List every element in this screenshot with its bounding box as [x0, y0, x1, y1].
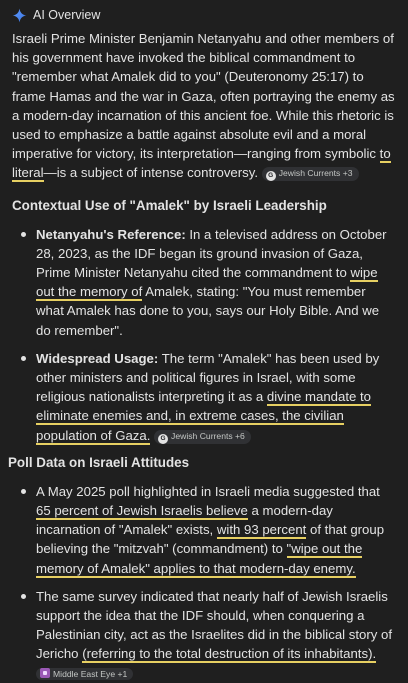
source-chip-middle-east-eye[interactable] [36, 668, 133, 680]
jewish-currents-logo-icon: G [158, 434, 168, 444]
highlighted-text[interactable]: 65 percent of Jewish Israelis believe [36, 503, 248, 519]
poll-data-list [12, 482, 396, 683]
list-item-text: A May 2025 poll highlighted in Israeli media suggested that [36, 483, 380, 499]
list-item-lead: Widespread Usage: [36, 350, 159, 366]
highlighted-text[interactable]: wipe out the memory of [36, 265, 378, 300]
section-heading-poll-data: Poll Data on Israeli Attitudes [8, 454, 190, 470]
sparkle-icon [12, 8, 27, 23]
list-item-text: The same survey indicated that nearly half of Jewish Israelis support the idea that the IDF should, when conquering a Palestinian city, act as the Israelites did in the biblical story of Jericho [36, 588, 392, 662]
list-item [12, 587, 396, 683]
list-item [12, 349, 396, 445]
list-item-text: In a televised address on October 28, 2023, as the IDF began its ground invasion of Gaza, Prime Minister Netanyahu cited the commandment to [36, 226, 387, 281]
highlighted-text[interactable]: with 93 percent [216, 522, 307, 538]
highlighted-text[interactable]: to literal [12, 146, 391, 181]
highlighted-text[interactable]: divine mandate to eliminate enemies and, in extreme cases, the civilian population of Gaza. [36, 389, 372, 443]
middle-east-eye-logo-icon [40, 668, 50, 678]
list-item-text: a modern-day incarnation of "Amalek" exists, [36, 503, 333, 538]
source-chip-label: Jewish Currents +3 [278, 168, 353, 179]
amalek-usage-list [12, 225, 396, 445]
list-item-text: The term "Amalek" has been used by other ministers and political figures in Israel, with some religious nationalists interpreting it as a [36, 350, 380, 405]
list-item [12, 225, 396, 340]
ai-overview-title: AI Overview [33, 8, 101, 22]
list-item-text: of that group believing the "mitzvah" (commandment) to [36, 522, 385, 557]
highlighted-text[interactable]: "wipe out the memory of Amalek" applies to that modern-day enemy. [36, 541, 363, 576]
source-chip-jewish-currents[interactable] [262, 167, 359, 181]
list-item-lead: Netanyahu's Reference: [36, 226, 186, 242]
section-heading-amalek-usage: Contextual Use of "Amalek" by Israeli Leadership [12, 197, 327, 213]
list-item-text: Amalek, stating: "You must remember what Amalek has done to you, says our Holy Bible. And we do remember". [36, 284, 380, 338]
intro-text: —is a subject of intense controversy. [43, 165, 259, 181]
intro-text: Israeli Prime Minister Benjamin Netanyahu and other members of his government have invoked the biblical commandment to "remember what Amalek did to you" (Deuteronomy 25:17) to frame Hamas and the war in Gaza, often portraying the enemy as a modern-day incarnation of this ancient foe. While this rhetoric is used to emphasize a battle against absolute evil and a moral imperative for victory, its interpretation—ranging from symbolic [12, 31, 395, 162]
source-chip-label: Middle East Eye +1 [53, 668, 128, 679]
overview-content [0, 26, 408, 683]
source-chip-label: Jewish Currents +6 [171, 430, 245, 441]
list-item [12, 482, 396, 578]
source-chip-jewish-currents[interactable] [154, 430, 251, 444]
intro-paragraph [12, 29, 396, 183]
ai-overview-header [0, 0, 408, 26]
highlighted-text[interactable]: (referring to the total destruction of its inhabitants). [82, 646, 377, 662]
jewish-currents-logo-icon: G [266, 171, 276, 181]
